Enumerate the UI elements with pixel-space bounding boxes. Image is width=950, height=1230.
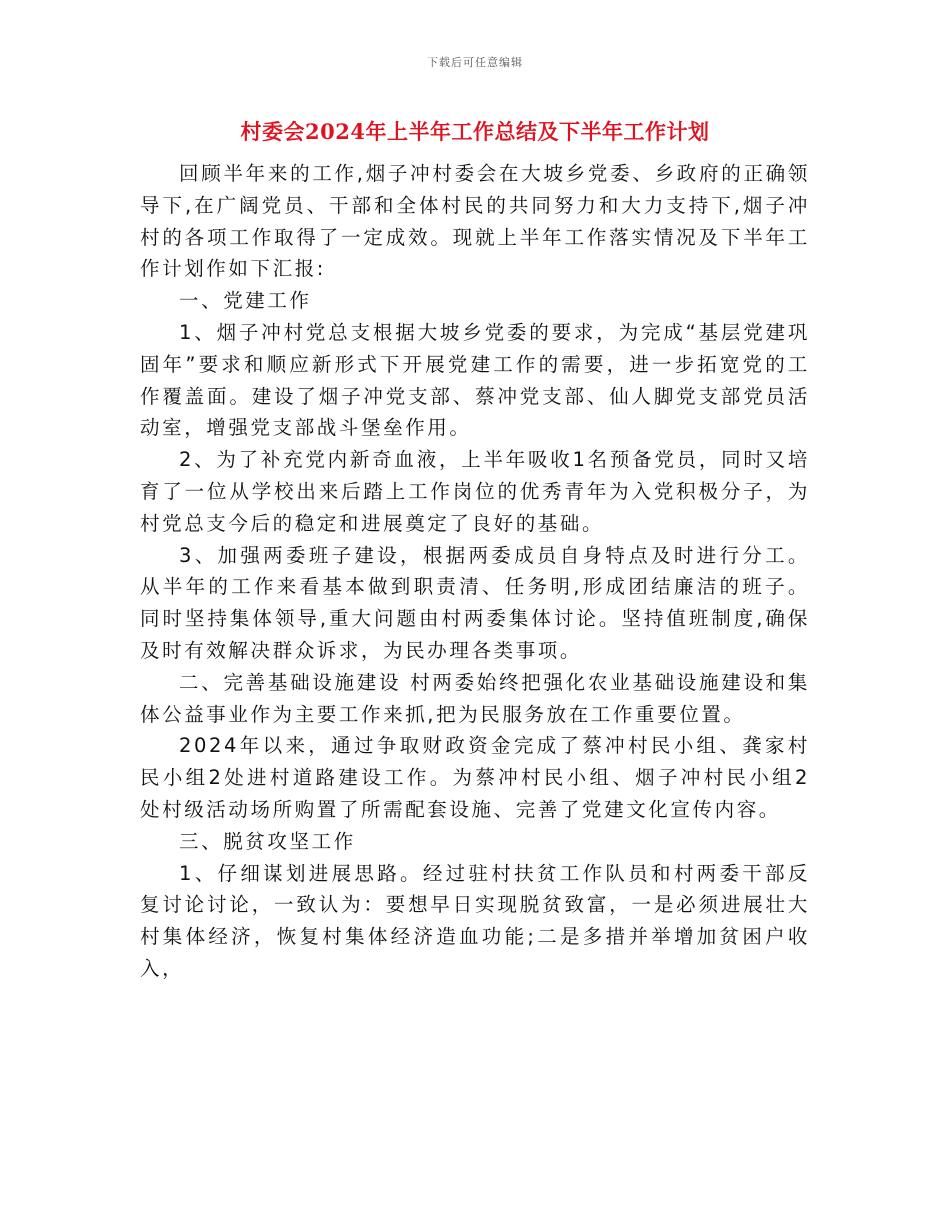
section-heading-party-building: 一、党建工作 [179,289,312,313]
paragraph-intro: 回顾半年来的工作,烟子冲村委会在大坡乡党委、乡政府的正确领导下,在广阔党员、干部和全体村民的共同努力和大力支持下,烟子冲村的各项工作取得了一定成效。现就上半年工作落实情况及下半年工作计划作如下汇报: [140,162,810,281]
document-title: 村委会2024年上半年工作总结及下半年工作计划 [240,119,710,144]
paragraph-infrastructure: 2024年以来，通过争取财政资金完成了蔡冲村民小组、龚家村民小组2处进村道路建设工作。为蔡冲村民小组、烟子冲村民小组2处村级活动场所购置了所需配套设施、完善了党建文化宣传内容。 [140,734,810,821]
paragraph-party-2: 2、为了补充党内新奇血液，上半年吸收1名预备党员，同时又培育了一位从学校出来后踏上工作岗位的优秀青年为入党积极分子，为村党总支今后的稳定和进展奠定了良好的基础。 [140,448,810,535]
document-body [140,158,810,985]
paragraph-party-3: 3、加强两委班子建设，根据两委成员自身特点及时进行分工。从半年的工作来看基本做到职责清、任务明,形成团结廉洁的班子。同时坚持集体领导,重大问题由村两委集体讨论。坚持值班制度,确保及时有效解决群众诉求，为民办理各类事项。 [140,543,810,662]
paragraph-poverty-1: 1、仔细谋划进展思路。经过驻村扶贫工作队员和村两委干部反复讨论讨论，一致认为：要想早日实现脱贫致富，一是必须进展壮大村集体经济，恢复村集体经济造血功能;二是多措并举增加贫困户收入， [140,861,810,980]
paragraph-party-1: 1、烟子冲村党总支根据大坡乡党委的要求，为完成“基层党建巩固年”要求和顺应新形式下开展党建工作的需要，进一步拓宽党的工作覆盖面。建设了烟子冲党支部、蔡冲党支部、仙人脚党支部党员活动室，增强党支部战斗堡垒作用。 [140,320,810,440]
header-note: 下载后可任意编辑 [427,56,523,69]
section-heading-infrastructure: 二、完善基础设施建设 村两委始终把强化农业基础设施建设和集体公益事业作为主要工作来抓,把为民服务放在工作重要位置。 [140,670,810,726]
section-heading-poverty: 三、脱贫攻坚工作 [179,829,356,853]
